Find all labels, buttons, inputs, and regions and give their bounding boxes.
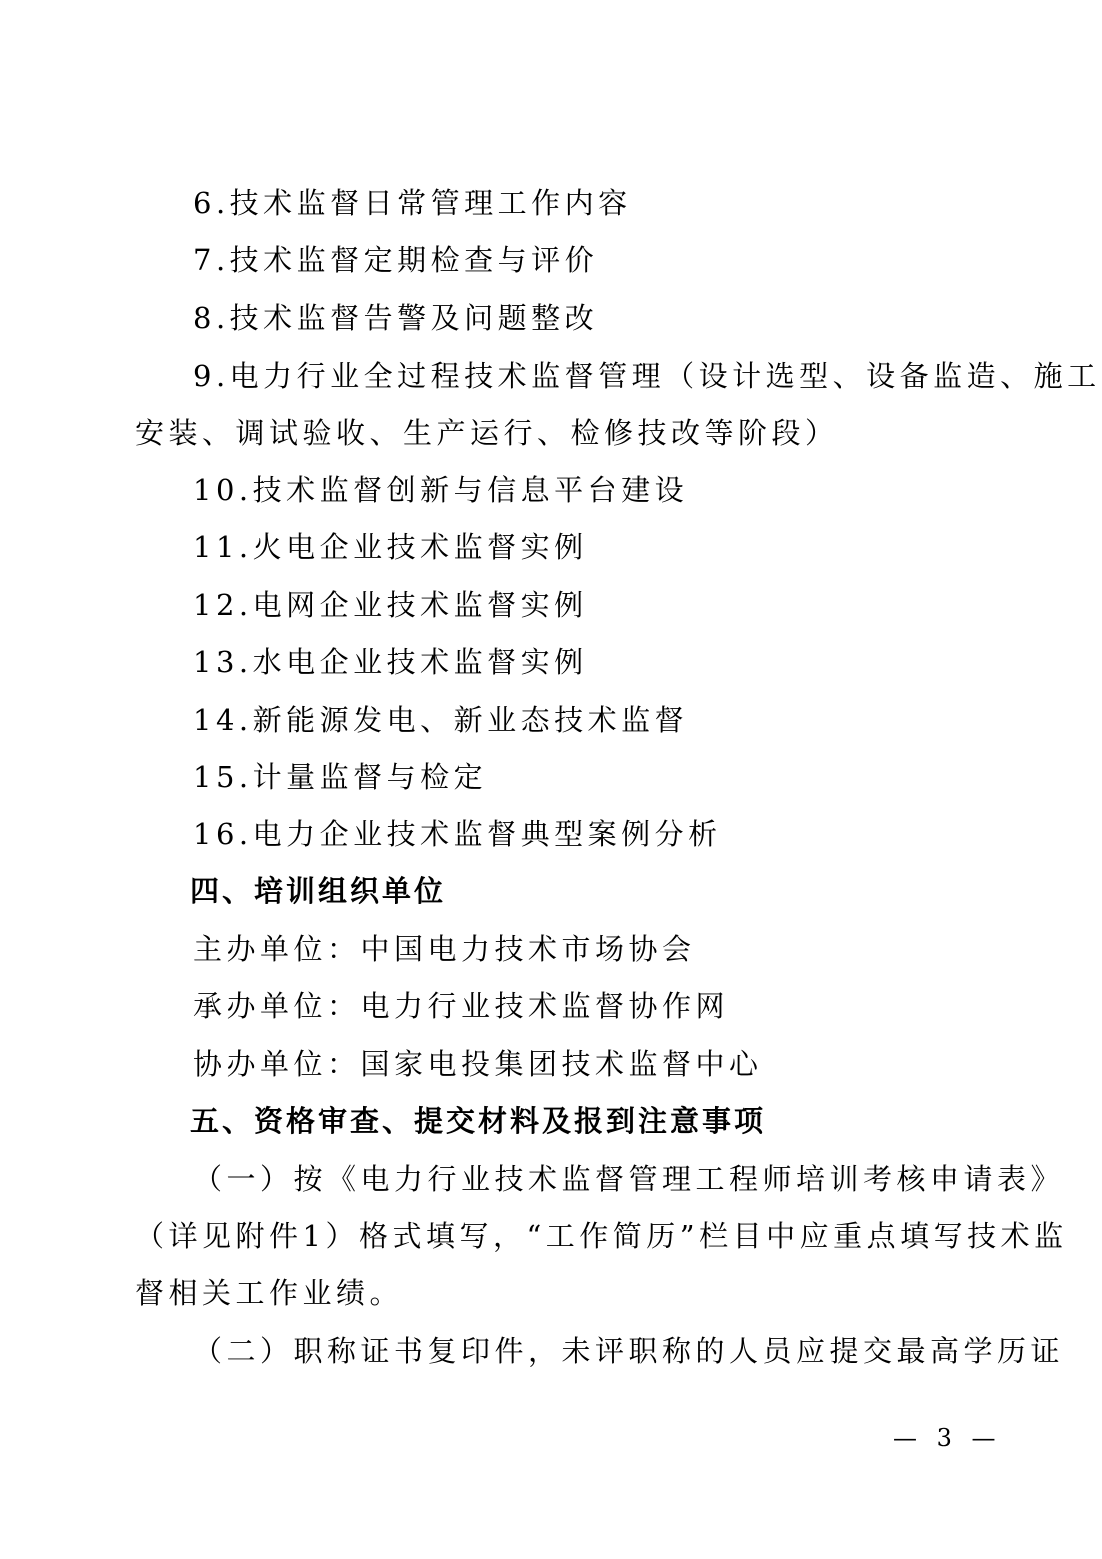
list-item-6: 6.技术监督日常管理工作内容 xyxy=(193,186,632,220)
section-5-heading: 五、资格审查、提交材料及报到注意事项 xyxy=(190,1104,767,1138)
section-5-item-1-line-2: （详见附件1）格式填写，“工作简历”栏目中应重点填写技术监 xyxy=(135,1219,1068,1253)
list-item-15: 15.计量监督与检定 xyxy=(193,760,488,794)
list-item-13: 13.水电企业技术监督实例 xyxy=(193,645,588,679)
list-item-9-line-1: 9.电力行业全过程技术监督管理（设计选型、设备监造、施工 xyxy=(193,359,1101,393)
list-item-10: 10.技术监督创新与信息平台建设 xyxy=(193,473,689,507)
host-unit: 主办单位：中国电力技术市场协会 xyxy=(193,932,696,966)
list-item-7: 7.技术监督定期检查与评价 xyxy=(193,243,599,277)
list-item-9-line-2: 安装、调试验收、生产运行、检修技改等阶段） xyxy=(135,416,839,450)
organizer-unit: 承办单位：电力行业技术监督协作网 xyxy=(193,989,730,1023)
list-item-11: 11.火电企业技术监督实例 xyxy=(193,530,588,564)
co-organizer-unit: 协办单位：国家电投集团技术监督中心 xyxy=(193,1047,763,1081)
section-4-heading: 四、培训组织单位 xyxy=(190,874,447,908)
list-item-14: 14.新能源发电、新业态技术监督 xyxy=(193,703,689,737)
section-5-item-1-line-3: 督相关工作业绩。 xyxy=(135,1276,404,1310)
section-5-item-1-line-1: （一）按《电力行业技术监督管理工程师培训考核申请表》 xyxy=(193,1162,1065,1196)
list-item-8: 8.技术监督告警及问题整改 xyxy=(193,301,599,335)
section-5-item-2-line-1: （二）职称证书复印件，未评职称的人员应提交最高学历证 xyxy=(193,1334,1065,1368)
page-number: — 3 — xyxy=(893,1424,1002,1452)
list-item-12: 12.电网企业技术监督实例 xyxy=(193,588,588,622)
list-item-16: 16.电力企业技术监督典型案例分析 xyxy=(193,817,722,851)
